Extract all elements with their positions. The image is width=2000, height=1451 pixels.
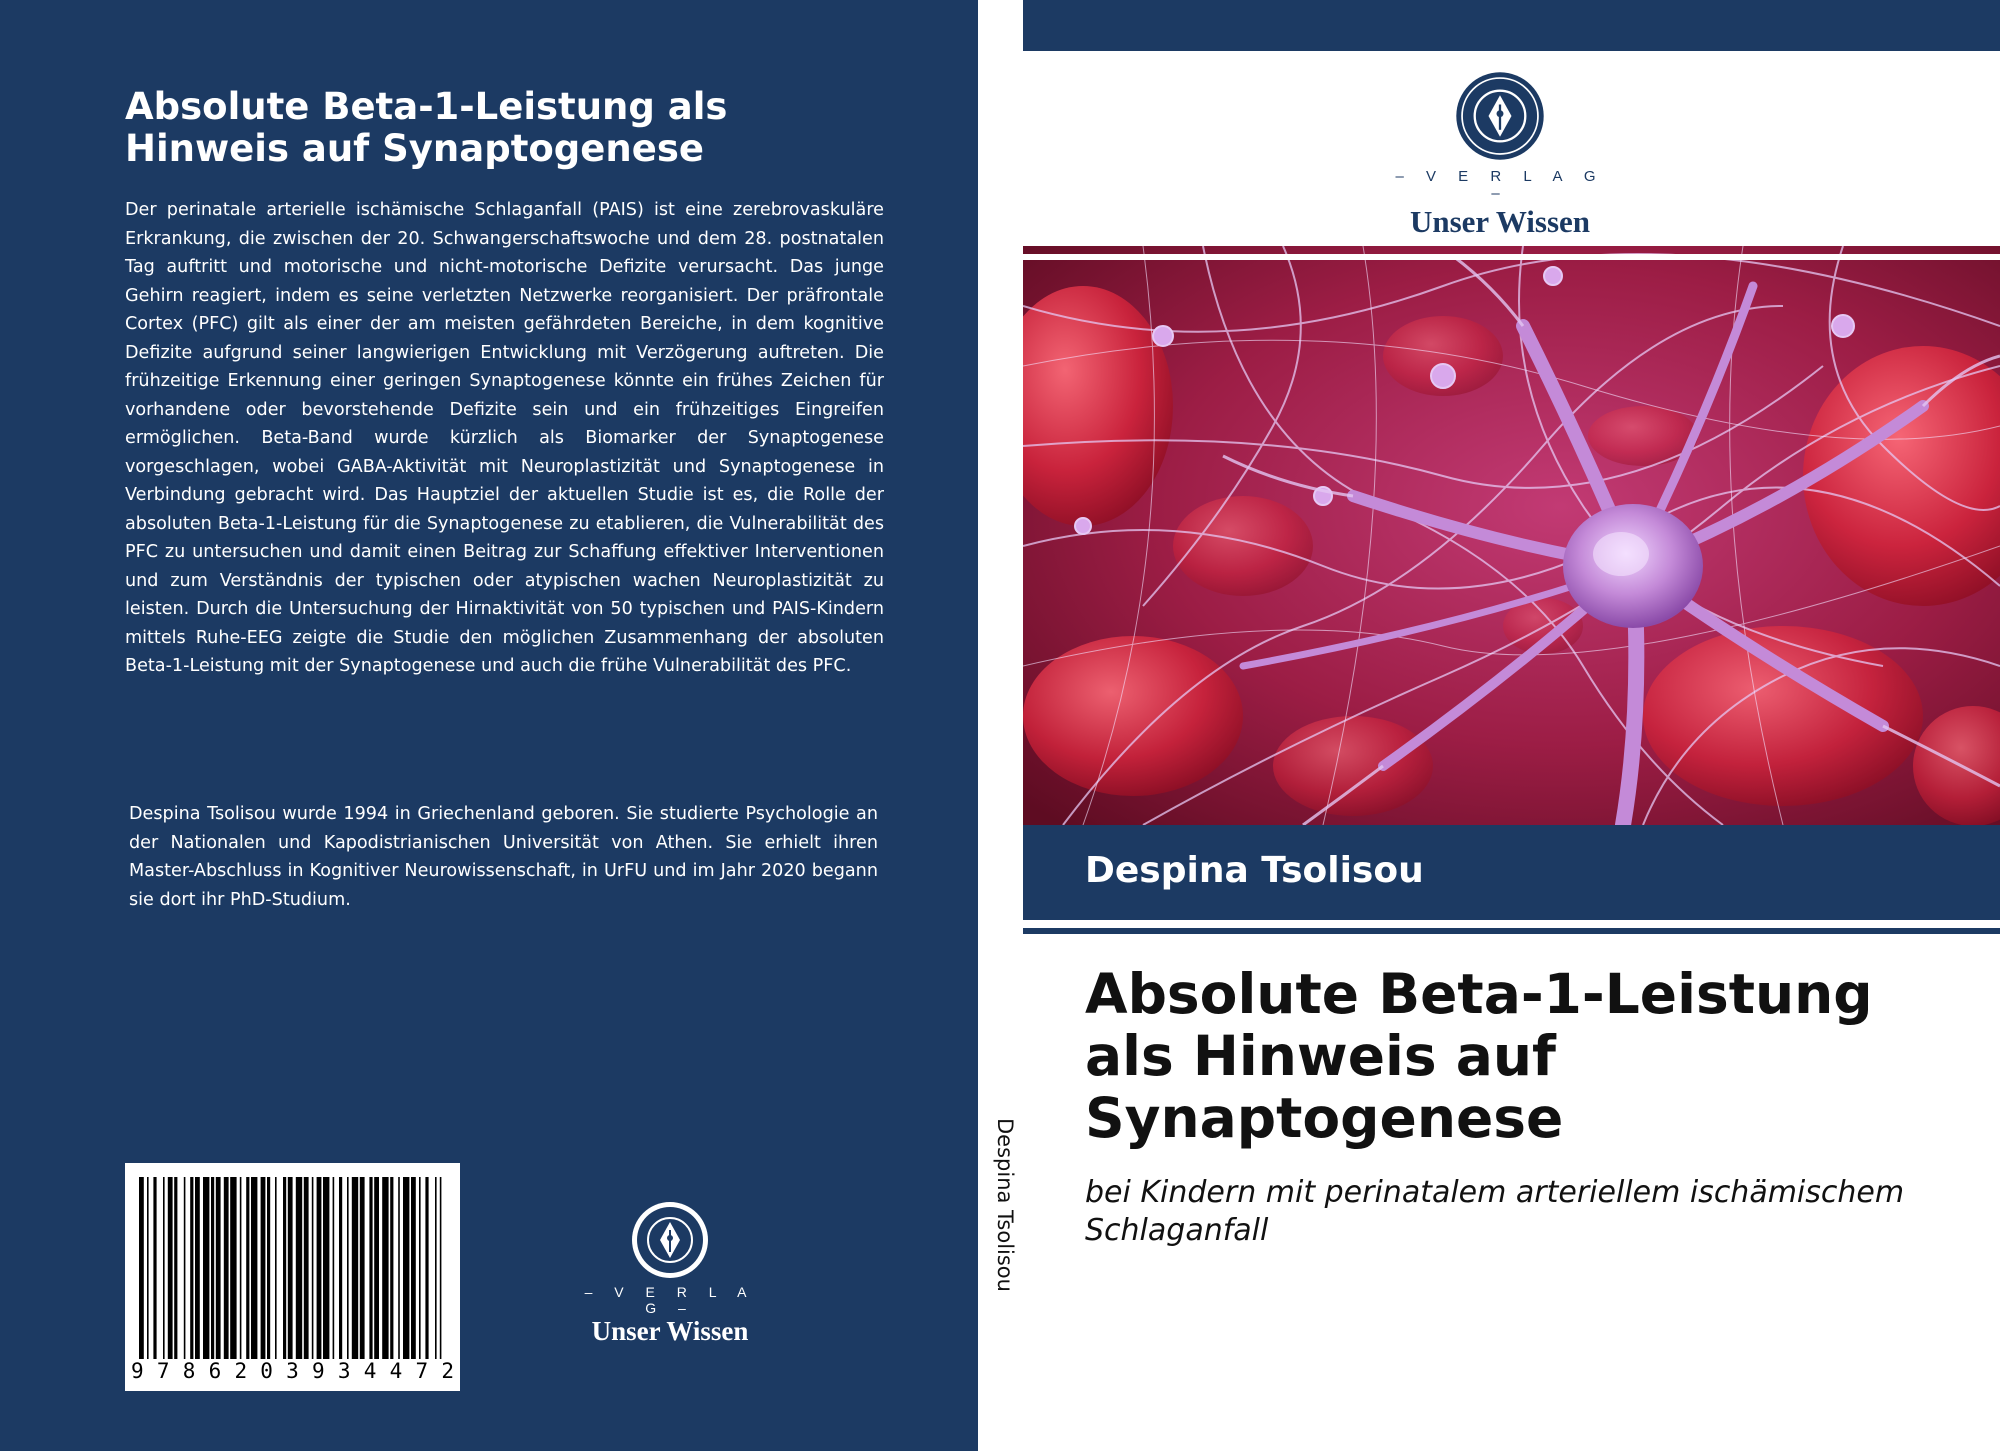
- back-publisher-logo: [580, 1200, 760, 1347]
- isbn-digit: 9: [131, 1359, 144, 1383]
- isbn-digit: 2: [234, 1359, 248, 1383]
- title-rule: [1023, 928, 2000, 934]
- isbn-digit: 4: [363, 1359, 377, 1383]
- front-cover-subtitle: bei Kindern mit perinatalem arteriellem ischämischem Schlaganfall: [1085, 1175, 1905, 1248]
- front-publisher-logo: [1390, 70, 1610, 240]
- fountain-pen-nib-icon: [630, 1200, 710, 1280]
- isbn-digit: 8: [182, 1359, 196, 1383]
- neuron-cover-illustration: [1023, 246, 2000, 825]
- publisher-name: Unser Wissen: [591, 1316, 749, 1346]
- isbn-digit: 6: [208, 1359, 222, 1383]
- isbn-digit: 3: [286, 1359, 299, 1383]
- image-top-rule: [1023, 254, 2000, 260]
- back-cover: [0, 0, 978, 1451]
- back-cover-title: Absolute Beta-1-Leistung als Hinweis auf Synaptogenese: [125, 85, 728, 170]
- neuron-illustration: [1023, 246, 2000, 825]
- front-top-bar: [1023, 0, 2000, 51]
- title-line: Synaptogenese: [1085, 1086, 1564, 1150]
- isbn-digits: [125, 1359, 460, 1387]
- isbn-digit: 2: [441, 1359, 454, 1383]
- verlag-label: – V E R L A G –: [1395, 168, 1605, 202]
- isbn-digit: 4: [389, 1359, 403, 1383]
- spine-author: Despina Tsolisou: [993, 1118, 1017, 1292]
- fountain-pen-nib-icon: [1454, 70, 1546, 162]
- isbn-digit: 7: [156, 1359, 170, 1383]
- isbn-digit: 0: [260, 1359, 273, 1383]
- front-cover-title: [1085, 963, 1985, 1149]
- title-line: als Hinweis auf: [1085, 1024, 1556, 1088]
- isbn-digit: 7: [415, 1359, 429, 1383]
- back-cover-blurb: Der perinatale arterielle ischämische Schlaganfall (PAIS) ist eine zerebrovaskuläre Erkrankung, die zwischen der 20. Schwangerschaftswoche und dem 28. postnatalen Tag auftritt und motorische und nicht-motorische Defizite verursacht. Das junge Gehirn reagiert, indem es seine verletzten Netzwerke reorganisiert. Der präfrontale Cortex (PFC) gilt als einer der am meisten gefährdeten Bereiche, in dem kognitive Defizite aufgrund seiner langwierigen Entwicklung mit Verzögerung auftreten. Die frühzeitige Erkennung einer geringen Synaptogenese könnte ein frühes Zeichen für vorhandene oder bevorstehende Defizite sein und ein frühzeitiges Eingreifen ermöglichen. Beta-Band wurde kürzlich als Biomarker der Synaptogenese vorgeschlagen, wobei GABA-Aktivität mit Neuroplastizität und Synaptogenese in Verbindung gebracht wird. Das Hauptziel der aktuellen Studie ist es, die Rolle der absoluten Beta-1-Leistung für die Synaptogenese zu etablieren, die Vulnerabilität des PFC zu untersuchen und damit einen Beitrag zur Schaffung effektiver Interventionen und zum Verständnis der typischen oder atypischen wachen Neuroplastizität zu leisten. Durch die Untersuchung der Hirnaktivität von 50 typischen und PAIS-Kindern mittels Ruhe-EEG zeigte die Studie den möglichen Zusammenhang der absoluten Beta-1-Leistung mit der Synaptogenese und auch die frühe Vulnerabilität des PFC.: [125, 200, 884, 676]
- barcode-bars: [135, 1177, 450, 1359]
- verlag-label: – V E R L A G –: [584, 1284, 756, 1316]
- author-biography: Despina Tsolisou wurde 1994 in Griechenland geboren. Sie studierte Psychologie an der Nationalen und Kapodistrianischen Universität von Athen. Sie erhielt ihren Master-Abschluss in Kognitiver Neurowissenschaft, in UrFU und im Jahr 2020 begann sie dort ihr PhD-Studium.: [129, 804, 878, 910]
- title-line: Absolute Beta-1-Leistung: [1085, 962, 1873, 1026]
- isbn-digit: 3: [337, 1359, 351, 1383]
- isbn-digit: 9: [312, 1359, 325, 1383]
- isbn-barcode: [125, 1163, 460, 1391]
- publisher-name: Unser Wissen: [1409, 204, 1591, 239]
- front-cover-author: Despina Tsolisou: [1085, 850, 1424, 891]
